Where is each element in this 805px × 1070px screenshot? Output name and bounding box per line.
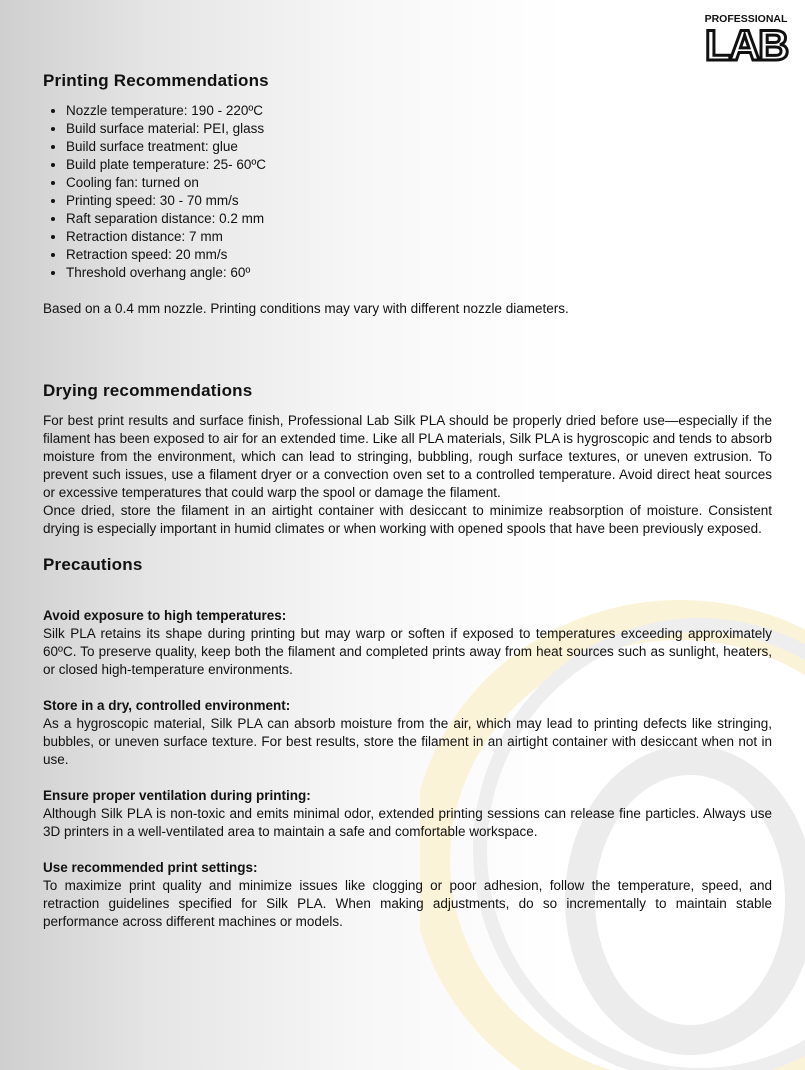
printing-parameters-list (43, 102, 772, 282)
nozzle-note: Based on a 0.4 mm nozzle. Printing conditions may vary with different nozzle diameters. (43, 301, 569, 316)
precaution-heading: Store in a dry, controlled environment: (43, 698, 291, 713)
list-item: • Threshold overhang angle: 60º (66, 264, 772, 282)
precaution-text: To maximize print quality and minimize issues like clogging or poor adhesion, follow the temperature, speed, and retraction guidelines specified for Silk PLA. When making adjustments, do so incrementally to maintain stable performance across different machines or models. (43, 878, 772, 929)
svg-text:PROFESSIONAL: PROFESSIONAL (704, 13, 788, 25)
section-heading: Precautions (43, 555, 143, 574)
list-item: • Cooling fan: turned on (66, 174, 772, 192)
svg-text:LAB: LAB (704, 22, 788, 64)
list-item: • Printing speed: 30 - 70 mm/s (66, 192, 772, 210)
professional-lab-logo (700, 10, 792, 64)
drying-section (43, 380, 772, 538)
section-heading: Printing Recommendations (43, 71, 269, 90)
list-item: • Build surface material: PEI, glass (66, 120, 772, 138)
precautions-section (43, 554, 772, 931)
paragraph: Once dried, store the filament in an airtight container with desiccant to minimize reabsorption of moisture. Consistent drying is especially important in humid climates or when working with opened spools that have been previously exposed. (43, 503, 772, 536)
printing-recommendations-section (43, 70, 772, 318)
list-item: • Build plate temperature: 25- 60ºC (66, 156, 772, 174)
list-item: • Retraction distance: 7 mm (66, 228, 772, 246)
section-heading: Drying recommendations (43, 381, 253, 400)
precaution-heading: Use recommended print settings: (43, 860, 258, 875)
precaution-heading: Ensure proper ventilation during printing: (43, 788, 311, 803)
list-item: • Build surface treatment: glue (66, 138, 772, 156)
precaution-text: Although Silk PLA is non-toxic and emits minimal odor, extended printing sessions can release fine particles. Always use 3D printers in a well-ventilated area to maintain a safe and comfortable workspace. (43, 806, 772, 839)
precaution-text: Silk PLA retains its shape during printing but may warp or soften if exposed to temperatures exceeding approximately 60ºC. To preserve quality, keep both the filament and completed prints away from heat sources such as sunlight, heaters, or closed high-temperature environments. (43, 626, 772, 677)
precaution-heading: Avoid exposure to high temperatures: (43, 608, 287, 623)
list-item: • Retraction speed: 20 mm/s (66, 246, 772, 264)
list-item: • Raft separation distance: 0.2 mm (66, 210, 772, 228)
document-content (43, 70, 772, 931)
list-item: • Nozzle temperature: 190 - 220ºC (66, 102, 772, 120)
paragraph: For best print results and surface finish, Professional Lab Silk PLA should be properly dried before use—especially if the filament has been exposed to air for an extended time. Like all PLA materials, Silk PLA is hygroscopic and tends to absorb moisture from the environment, which can lead to stringing, bubbling, rough surface textures, or uneven extrusion. To prevent such issues, use a filament dryer or a convection oven set to a controlled temperature. Avoid direct heat sources or excessive temperatures that could warp the spool or damage the filament. (43, 413, 772, 500)
precaution-text: As a hygroscopic material, Silk PLA can absorb moisture from the air, which may lead to printing defects like stringing, bubbles, or uneven surface texture. For best results, store the filament in an airtight container with desiccant when not in use. (43, 716, 772, 767)
